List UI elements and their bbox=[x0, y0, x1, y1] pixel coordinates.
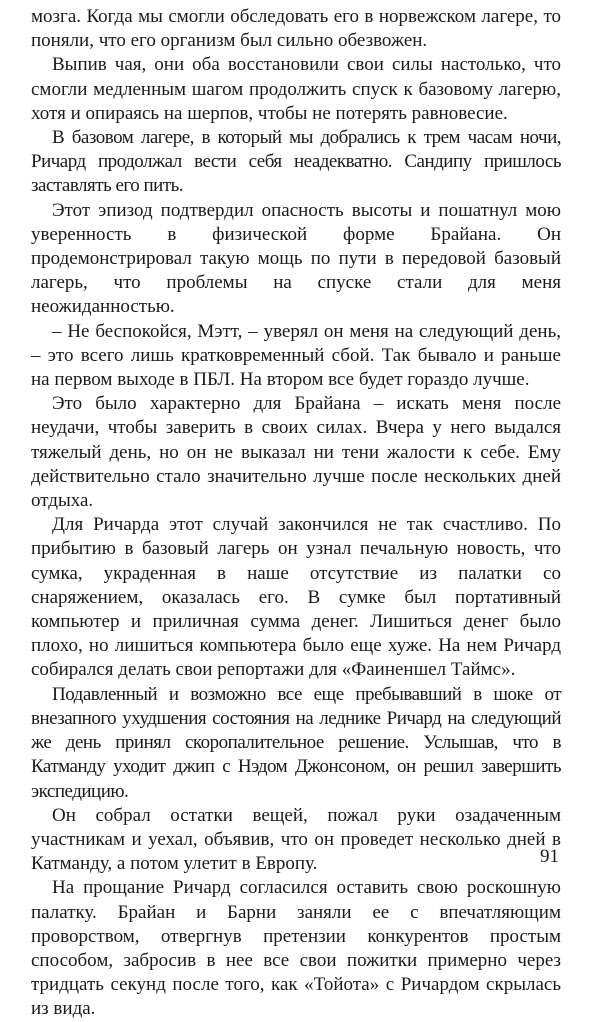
paragraph-5: – Не беспокойся, Мэтт, – уверял он меня на следующий день, – это всего лишь кратковременный сбой. Так бывало и раньше на первом выходе в ПБЛ. На втором все будет гораздо лучше. bbox=[31, 320, 561, 391]
paragraph-7: Для Ричарда этот случай закончился не так счастливо. По прибытию в базовый лагерь он узнал печальную новость, что сумка, украденная в наше отсутствие из палатки со снаряжением, оказалась его. В сумке был портативный компьютер и приличная сумма денег. Лишиться денег было плохо, но лишиться компьютера было еще хуже. На нем Ричард собирался делать свои репортажи для «Фаиненшел Таймс». bbox=[31, 514, 561, 681]
paragraph-3: В базовом лагере, в который мы добрались к трем часам ночи, Ричард продолжал вести себя неадекватно. Сандипу пришлось заставлять его пить. bbox=[31, 127, 561, 197]
body-text bbox=[31, 5, 561, 1022]
paragraph-6: Это было характерно для Брайана – искать меня после неудачи, чтобы заверить в своих силах. Вчера у него выдался тяжелый день, но он не выказал ни тени жалости к себе. Ему действительно стало значительно лучше после нескольких дней отдыха. bbox=[31, 393, 561, 512]
paragraph-1: мозга. Когда мы смогли обследовать его в норвежском лагере, то поняли, что его организм был сильно обезвожен. bbox=[31, 6, 561, 52]
paragraph-8: Подавленный и возможно все еще пребывавший в шоке от внезапного ухудшения состояния на леднике Ричард на следующий же день принял скоропалительное решение. Услышав, что в Катманду уходит джип с Нэдом Джонсоном, он решил завершить экспедицию. bbox=[31, 683, 561, 802]
page-number: 91 bbox=[540, 846, 559, 867]
paragraph-9: Он собрал остатки вещей, пожал руки озадаченным участникам и уехал, объявив, что он проведет несколько дней в Катманду, а потом улетит в Европу. bbox=[31, 804, 561, 875]
paragraph-4: Этот эпизод подтвердил опасность высоты и пошатнул мою уверенность в физической форме Брайана. Он продемонстрировал такую мощь по пути в передовой базовый лагерь, что проблемы на спуске стали для меня неожиданностью. bbox=[31, 199, 561, 318]
paragraph-10: На прощание Ричард согласился оставить свою роскошную палатку. Брайан и Барни заняли ее с впечатляющим проворством, отвергнув претензии конкурентов простым способом, забросив в нее все свои пожитки примерно через тридцать секунд после того, как «Тойота» с Ричардом скрылась из вида. bbox=[31, 877, 561, 1020]
paragraph-2: Выпив чая, они оба восстановили свои силы настолько, что смогли медленным шагом продолжить спуск к базовому лагерю, хотя и опираясь на шерпов, чтобы не потерять равновесие. bbox=[31, 54, 561, 124]
